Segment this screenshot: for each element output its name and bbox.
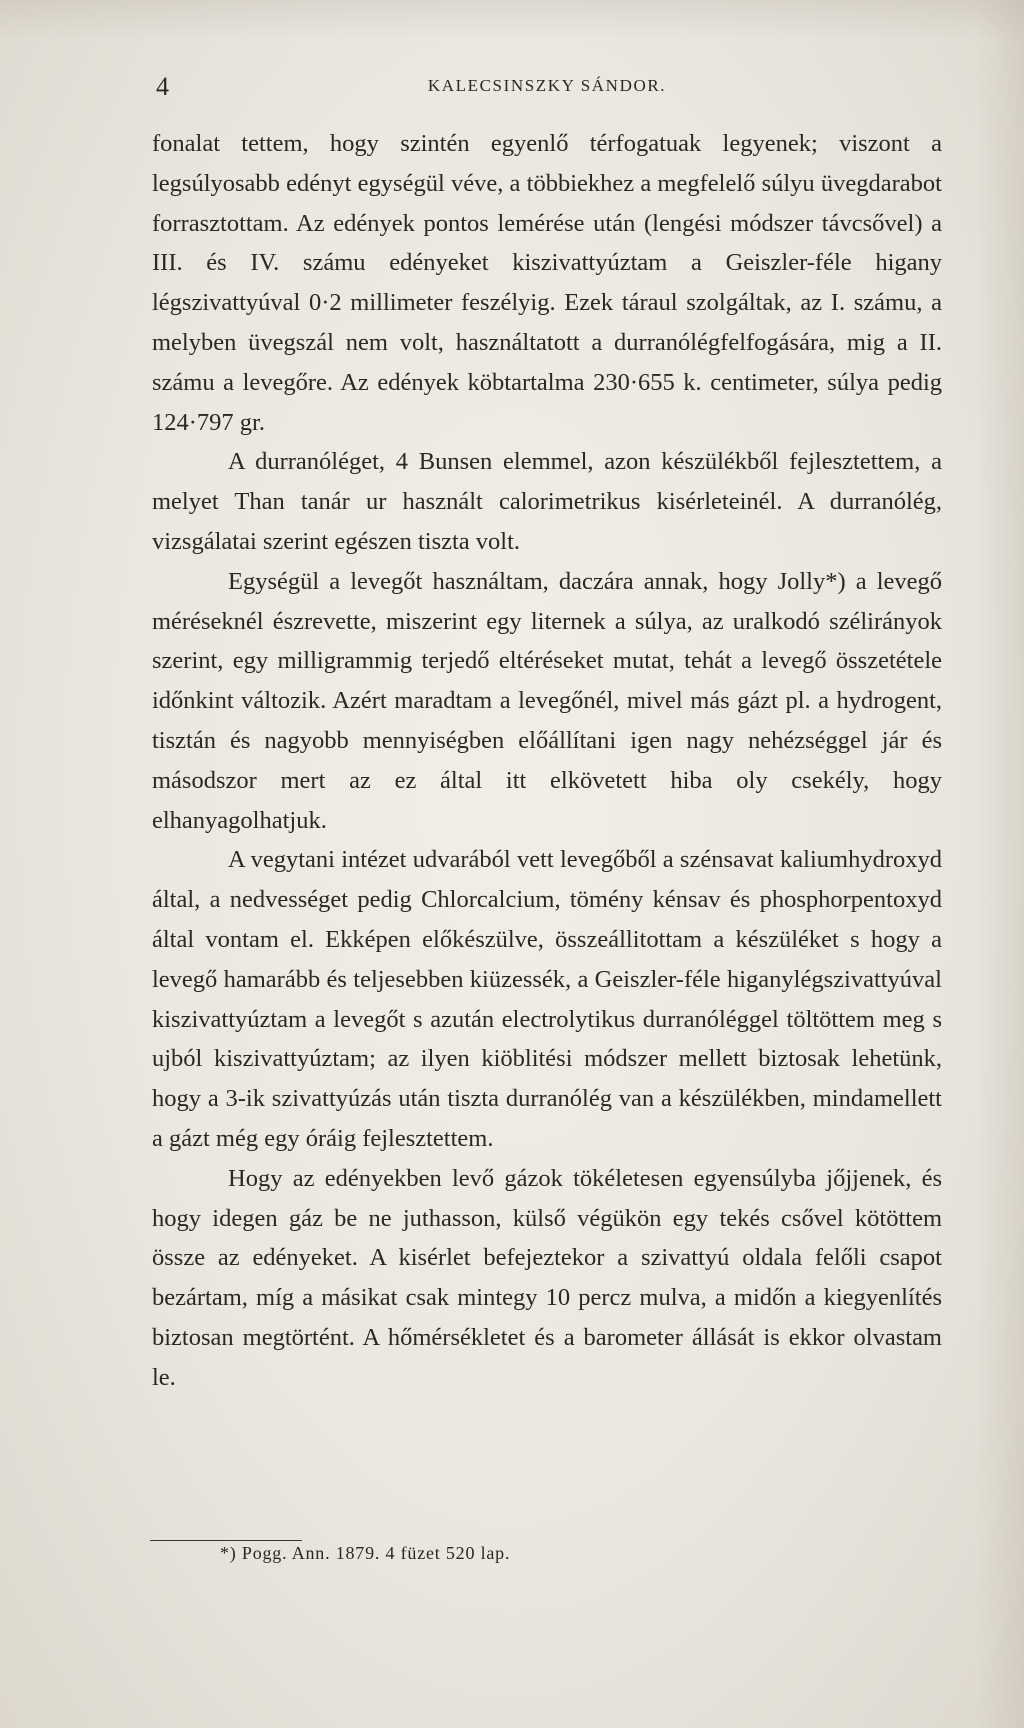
running-head: KALECSINSZKY SÁNDOR. xyxy=(427,76,667,95)
paragraph: A durranóléget, 4 Bunsen elemmel, azon készülékből fejlesztettem, a melyet Than tanár ur használt calorimetrikus kisérleteinél. A durranólég, vizsgálatai szerint egészen tiszta volt. xyxy=(152,448,942,555)
paragraph: Egységül a levegőt használtam, daczára annak, hogy Jolly*) a levegő méréseknél észrevette, miszerint egy liternek a súlya, az uralkodó szélirányok szerint, egy milligrammig terjedő eltéréseket mutat, tehát a levegő összetétele időnkint változik. Azért maradtam a levegőnél, mivel más gázt pl. a hydrogent, tisztán és nagyobb mennyiségben előállítani igen nagy nehézséggel jár és másodszor mert az ez által itt elkövetett hiba oly csekély, hogy elhanyagolhatjuk. xyxy=(152,567,942,834)
paragraph: A vegytani intézet udvarából vett levegőből a szénsavat kaliumhydroxyd által, a nedvességet pedig Chlorcalcium, tömény kénsav és phosphorpentoxyd által vontam el. Ekképen előkészülve, összeállitottam a készüléket s hogy a levegő hamarább és teljesebben kiüzessék, a Geiszler-féle higanylégszivattyúval kiszivattyúztam a levegőt s azután electrolytikus durranóléggel töltöttem meg s ujból kiszivattyúztam; az ilyen kiöblitési módszer mellett biztosak lehetünk, hogy a 3-ik szivattyúzás után tiszta durranólég van a készülékben, mindamellett a gázt még egy óráig fejlesztettem. xyxy=(152,846,942,1152)
footnote: *) Pogg. Ann. 1879. 4 füzet 520 lap. xyxy=(220,1543,511,1563)
page-shadow-right xyxy=(976,0,1024,1728)
page-header xyxy=(152,72,942,102)
page-number: 4 xyxy=(156,72,169,101)
footnote-divider xyxy=(150,1540,302,1541)
body-text xyxy=(152,124,942,1398)
paragraph-continued: fonalat tettem, hogy szintén egyenlő térfogatuak legyenek; viszont a legsúlyosabb edényt egységül véve, a többiekhez a megfelelő súlyu üvegdarabot forrasztottam. Az edények pontos lemérése után (lengési módszer távcsővel) a III. és IV. számu edényeket kiszivattyúztam a Geiszler-féle higany légszivattyúval 0·2 millimeter feszélyig. Ezek táraul szolgáltak, az I. számu, a melyben üvegszál nem volt, használtatott a durranólégfelfogására, mig a II. számu a levegőre. Az edények köbtartalma 230·655 k. centimeter, súlya pedig 124·797 gr. xyxy=(152,130,942,436)
page-shadow-top xyxy=(0,0,1024,40)
paragraph: Hogy az edényekben levő gázok tökéletesen egyensúlyba jőjjenek, és hogy idegen gáz be ne juthasson, külső végükön egy tekés csővel kötöttem össze az edényeket. A kisérlet befejeztekor a szivattyú oldala felőli csapot bezártam, míg a másikat csak mintegy 10 percz mulva, a midőn a kiegyenlítés biztosan megtörtént. A hőmérsékletet és a barometer állását is ekkor olvastam le. xyxy=(152,1164,942,1391)
